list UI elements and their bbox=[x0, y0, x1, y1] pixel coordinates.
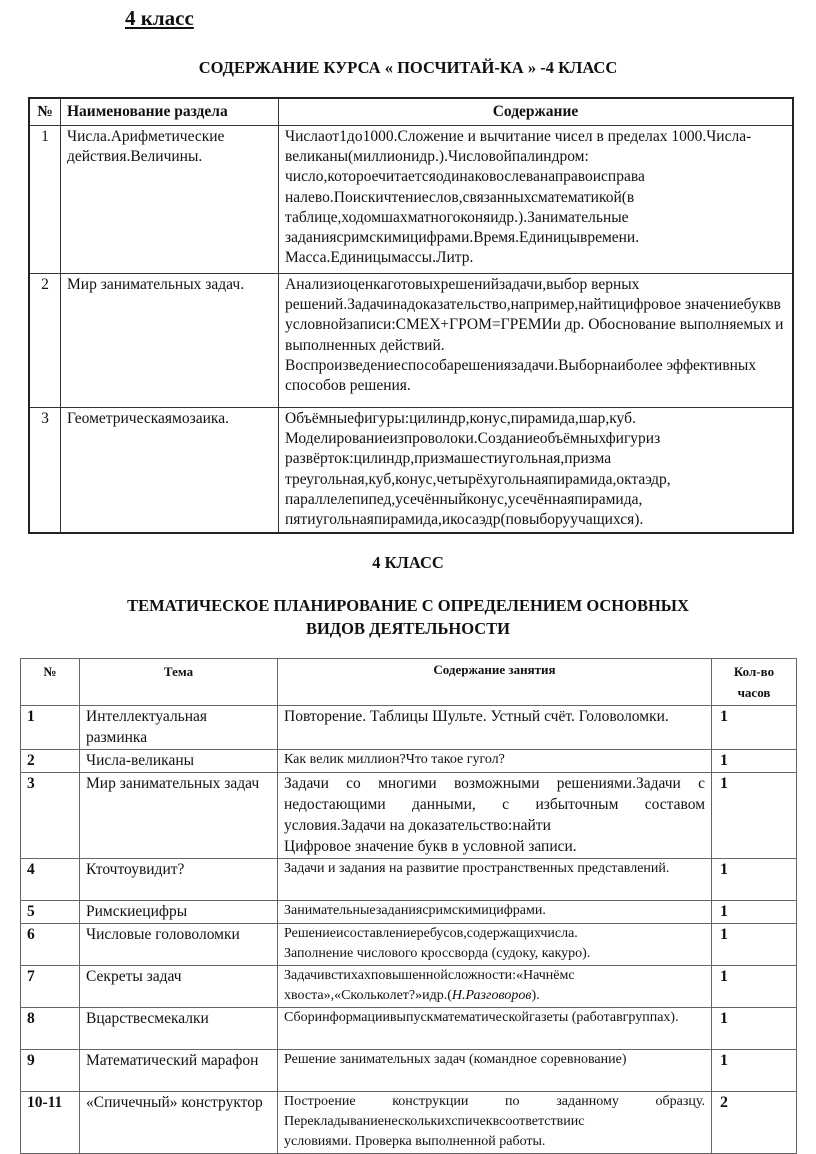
section-name: Геометрическаямозаика. bbox=[61, 408, 279, 534]
lesson-content-line: Заполнение числового кроссворда (судоку, какуро). bbox=[284, 946, 591, 961]
row-number: 2 bbox=[21, 750, 80, 773]
lesson-content: Повторение. Таблицы Шульте. Устный счёт. Головоломки. bbox=[278, 706, 712, 750]
hours: 1 bbox=[712, 706, 797, 750]
column-header-lesson-content: Содержание занятия bbox=[278, 659, 712, 706]
topic: Кточтоувидит? bbox=[80, 859, 278, 901]
planning-title-line-2: ВИДОВ ДЕЯТЕЛЬНОСТИ bbox=[305, 619, 511, 638]
lesson-content-text: Задачивстихахповышеннойсложности:«Начнёмс хвоста»,«Скольколет?»идр.( bbox=[284, 968, 575, 1003]
topic: Интеллектуальная разминка bbox=[80, 706, 278, 750]
row-number: 4 bbox=[21, 859, 80, 901]
column-header-hours: Кол-во часов bbox=[712, 659, 797, 706]
topic: Математический марафон bbox=[80, 1050, 278, 1092]
row-number: 1 bbox=[29, 126, 61, 274]
planning-title bbox=[0, 594, 816, 640]
table-row bbox=[21, 901, 797, 924]
hours: 1 bbox=[712, 924, 797, 966]
section-name: Мир занимательных задач. bbox=[61, 274, 279, 408]
thematic-planning-table bbox=[20, 658, 797, 1154]
lesson-content-line: Задачи со многими возможными решениями.Задачи с недостающими данными, с избыточным составом условия.Задачи на доказательство:найти bbox=[284, 775, 705, 834]
table-row bbox=[21, 1050, 797, 1092]
topic: Римскиецифры bbox=[80, 901, 278, 924]
table-row bbox=[21, 924, 797, 966]
row-number: 6 bbox=[21, 924, 80, 966]
grade-title: 4 класс bbox=[125, 6, 194, 30]
lesson-content: Как велик миллион?Что такое гугол? bbox=[278, 750, 712, 773]
hours: 1 bbox=[712, 966, 797, 1008]
table-row bbox=[21, 773, 797, 859]
table-row bbox=[29, 126, 793, 274]
row-number: 2 bbox=[29, 274, 61, 408]
row-number: 1 bbox=[21, 706, 80, 750]
lesson-content bbox=[278, 966, 712, 1008]
lesson-content-tail: ). bbox=[531, 988, 540, 1003]
hours: 1 bbox=[712, 1050, 797, 1092]
course-content-table bbox=[28, 97, 794, 534]
topic: Секреты задач bbox=[80, 966, 278, 1008]
topic: Мир занимательных задач bbox=[80, 773, 278, 859]
hours: 2 bbox=[712, 1092, 797, 1154]
row-number: 5 bbox=[21, 901, 80, 924]
row-number: 9 bbox=[21, 1050, 80, 1092]
planning-grade-heading: 4 КЛАСС bbox=[372, 553, 444, 572]
lesson-content bbox=[278, 924, 712, 966]
lesson-content-line: условиями. Проверка выполненной работы. bbox=[284, 1134, 546, 1149]
table-row bbox=[21, 750, 797, 773]
row-number: 10-11 bbox=[21, 1092, 80, 1154]
course-title: СОДЕРЖАНИЕ КУРСА « ПОСЧИТАЙ-КА » -4 КЛАСС bbox=[198, 58, 618, 77]
column-header-topic: Тема bbox=[80, 659, 278, 706]
lesson-content bbox=[278, 1092, 712, 1154]
lesson-content: Задачи и задания на развитие пространственных представлений. bbox=[278, 859, 712, 901]
lesson-content bbox=[278, 773, 712, 859]
hours: 1 bbox=[712, 859, 797, 901]
section-content: Анализиоценкаготовыхрешенийзадачи,выбор верных решений.Задачинадоказательство,например,найтицифровое значениебуквв условнойзаписи:СМЕХ+ГРОМ=ГРЕМИи др. Обоснование выполняемых и выполненных действий. Воспроизведениеспособарешениязадачи.Выборнаиболее эффективных способов решения. bbox=[279, 274, 794, 408]
table-header-row bbox=[21, 659, 797, 706]
hours: 1 bbox=[712, 901, 797, 924]
lesson-content-line: Цифровое значение букв в условной записи. bbox=[284, 838, 577, 855]
hours: 1 bbox=[712, 773, 797, 859]
lesson-content: Занимательныезаданиясримскимицифрами. bbox=[278, 901, 712, 924]
lesson-content-line: Решениеисоставлениеребусов,содержащихчисла. bbox=[284, 926, 578, 941]
column-header-section-name: Наименование раздела bbox=[61, 98, 279, 126]
table-row bbox=[21, 1008, 797, 1050]
section-content: Объёмныефигуры:цилиндр,конус,пирамида,шар,куб. Моделированиеизпроволоки.Созданиеобъёмныхфигуриз развёрток:цилиндр,призмашестиугольная,призма треугольная,куб,конус,четырёхугольнаяпирамида,октаэдр, параллелепипед,усечённыйконус,усечённаяпирамида, пятиугольнаяпирамида,икосаэдр(повыборуучащихся). bbox=[279, 408, 794, 534]
column-header-number: № bbox=[21, 659, 80, 706]
author-name: Н.Разговоров bbox=[451, 988, 532, 1003]
table-header-row bbox=[29, 98, 793, 126]
lesson-content: Сборинформациивыпускматематическойгазеты (работавгруппах). bbox=[278, 1008, 712, 1050]
planning-title-line-1: ТЕМАТИЧЕСКОЕ ПЛАНИРОВАНИЕ С ОПРЕДЕЛЕНИЕМ ОСНОВНЫХ bbox=[127, 596, 689, 615]
hours: 1 bbox=[712, 750, 797, 773]
row-number: 7 bbox=[21, 966, 80, 1008]
column-header-content: Содержание bbox=[279, 98, 794, 126]
table-row bbox=[29, 274, 793, 408]
section-content: Числаот1до1000.Сложение и вычитание чисел в пределах 1000.Числа-великаны(миллионидр.).Числовойпалиндром: число,котороечитаетсяодинаковослеванаправоисправа налево.Поискичтениеслов,связанныхсматематикой(в таблице,ходомшахматногоконяидр.).Занимательные заданиясримскимицифрами.Время.Единицывремени. Масса.Единицымассы.Литр. bbox=[279, 126, 794, 274]
topic: Числовые головоломки bbox=[80, 924, 278, 966]
row-number: 3 bbox=[29, 408, 61, 534]
table-row bbox=[21, 859, 797, 901]
topic: Вцарствесмекалки bbox=[80, 1008, 278, 1050]
table-row bbox=[21, 1092, 797, 1154]
topic: «Спичечный» конструктор bbox=[80, 1092, 278, 1154]
topic: Числа-великаны bbox=[80, 750, 278, 773]
row-number: 3 bbox=[21, 773, 80, 859]
section-name: Числа.Арифметические действия.Величины. bbox=[61, 126, 279, 274]
table-row bbox=[29, 408, 793, 534]
lesson-content-line: Перекладываниенесколькихспичеквсоответствиис bbox=[284, 1114, 585, 1129]
lesson-content: Решение занимательных задач (командное соревнование) bbox=[278, 1050, 712, 1092]
table-row bbox=[21, 706, 797, 750]
lesson-content-line: Построение конструкции по заданному образцу. bbox=[284, 1094, 705, 1109]
table-row bbox=[21, 966, 797, 1008]
column-header-number: № bbox=[29, 98, 61, 126]
hours: 1 bbox=[712, 1008, 797, 1050]
row-number: 8 bbox=[21, 1008, 80, 1050]
